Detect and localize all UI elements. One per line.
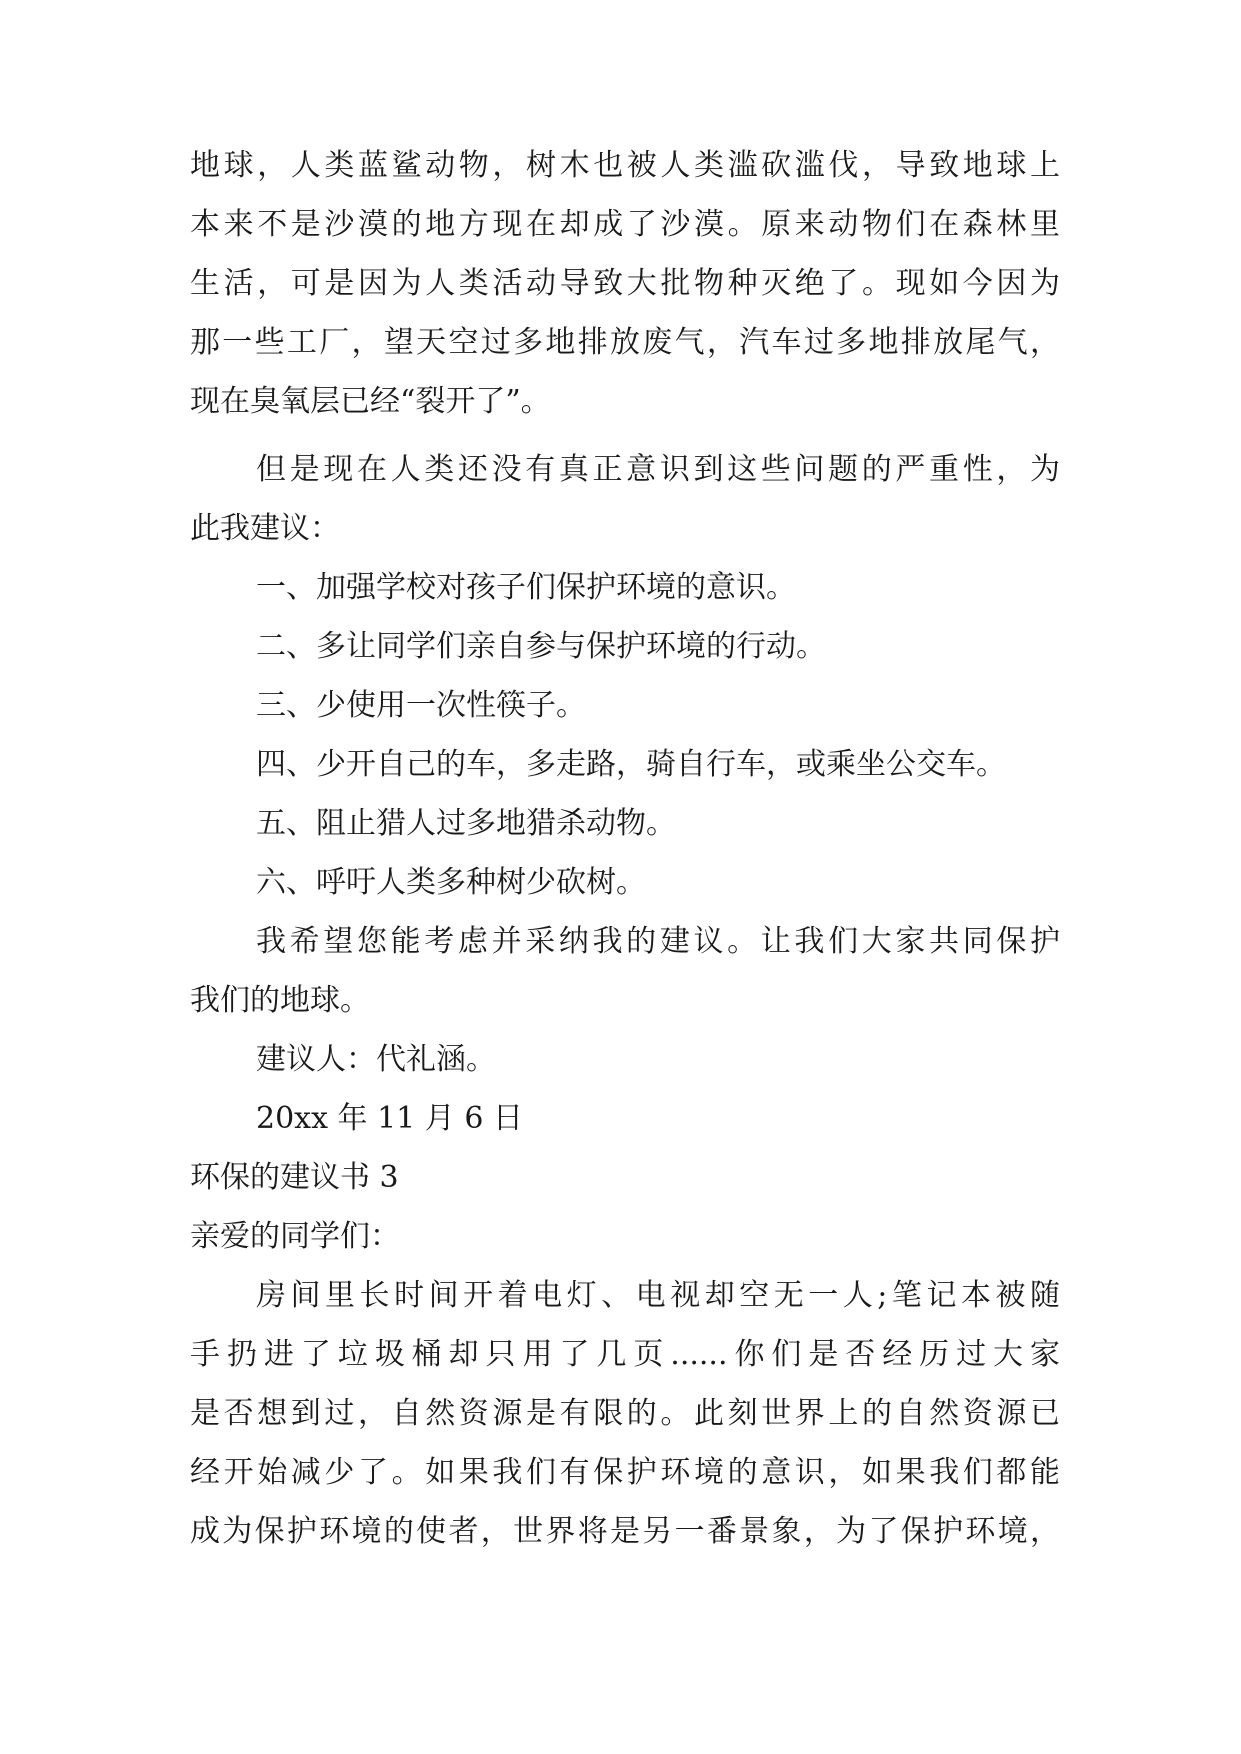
suggestion-item-1: 一、加强学校对孩子们保护环境的意识。 <box>256 570 796 605</box>
closing-line-2: 我们的地球。 <box>190 983 370 1018</box>
paragraph-2-line-2: 此我建议： <box>190 511 340 546</box>
signature: 建议人：代礼涵。 <box>256 1042 496 1077</box>
paragraph-2-line-1: 但是现在人类还没有真正意识到这些问题的严重性，为 <box>256 452 1060 487</box>
suggestion-item-6: 六、呼吁人类多种树少砍树。 <box>256 865 646 900</box>
paragraph-3-line-1: 房间里长时间开着电灯、电视却空无一人;笔记本被随 <box>256 1278 1060 1313</box>
paragraph-3-line-3: 是否想到过，自然资源是有限的。此刻世界上的自然资源已 <box>190 1396 1060 1431</box>
paragraph-3-line-4: 经开始减少了。如果我们有保护环境的意识，如果我们都能 <box>190 1455 1060 1490</box>
paragraph-3-line-5: 成为保护环境的使者，世界将是另一番景象，为了保护环境， <box>190 1514 1060 1549</box>
salutation: 亲爱的同学们： <box>190 1219 400 1254</box>
paragraph-1-line-2: 本来不是沙漠的地方现在却成了沙漠。原来动物们在森林里 <box>190 207 1060 242</box>
paragraph-1-line-3: 生活，可是因为人类活动导致大批物种灭绝了。现如今因为 <box>190 266 1060 301</box>
section-title: 环保的建议书 3 <box>190 1160 399 1195</box>
suggestion-item-3: 三、少使用一次性筷子。 <box>256 688 586 723</box>
closing-line-1: 我希望您能考虑并采纳我的建议。让我们大家共同保护 <box>256 924 1060 959</box>
paragraph-1-line-4: 那一些工厂，望天空过多地排放废气，汽车过多地排放尾气， <box>190 325 1060 360</box>
suggestion-item-4: 四、少开自己的车，多走路，骑自行车，或乘坐公交车。 <box>256 747 1006 782</box>
paragraph-1-line-5: 现在臭氧层已经“裂开了”。 <box>190 384 551 419</box>
paragraph-3-line-2: 手扔进了垃圾桶却只用了几页......你们是否经历过大家 <box>190 1337 1060 1372</box>
suggestion-item-5: 五、阻止猎人过多地猎杀动物。 <box>256 806 676 841</box>
paragraph-1-line-1: 地球，人类蓝鲨动物，树木也被人类滥砍滥伐，导致地球上 <box>190 148 1060 183</box>
suggestion-item-2: 二、多让同学们亲自参与保护环境的行动。 <box>256 629 826 664</box>
date: 20xx 年 11 月 6 日 <box>256 1101 523 1136</box>
